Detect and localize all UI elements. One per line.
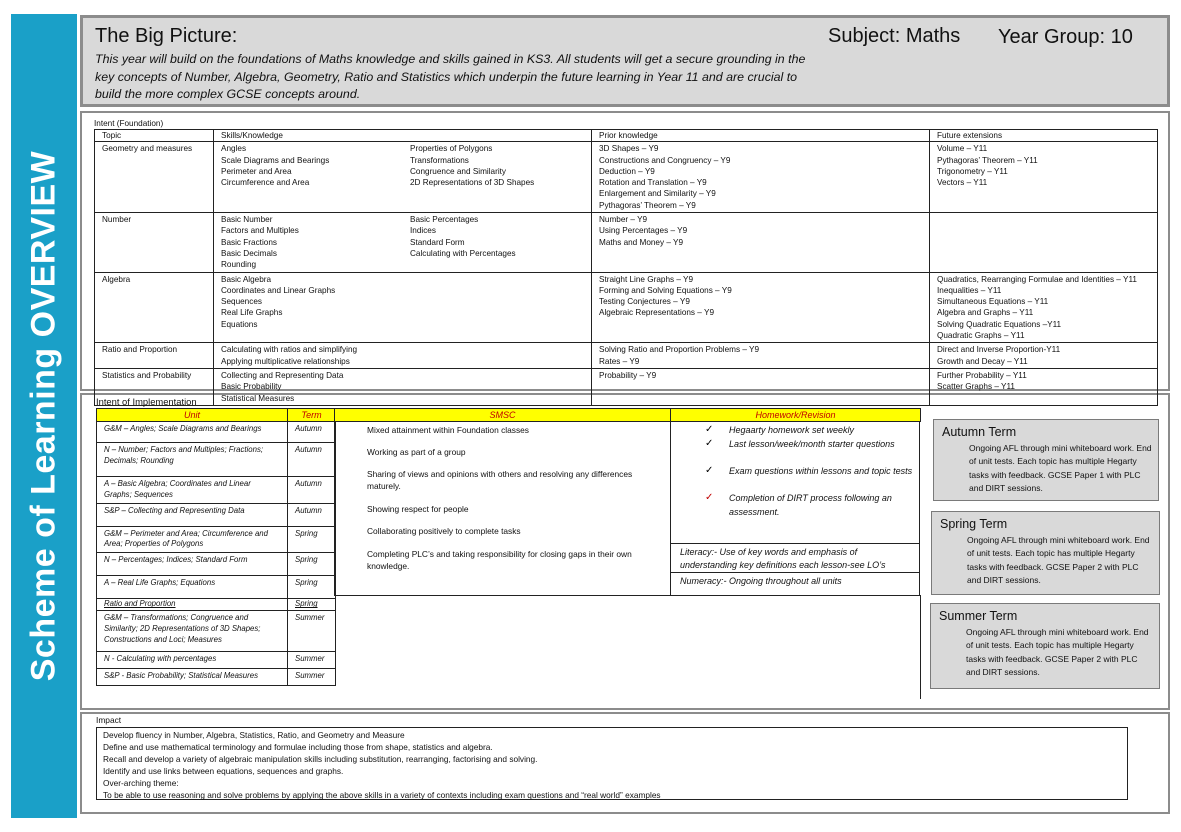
skill-item: Factors and Multiples <box>221 226 299 236</box>
skills-cell <box>214 213 592 272</box>
future-item: Pythagoras’ Theorem – Y11 <box>937 155 1038 165</box>
unit-row <box>97 599 336 611</box>
smsc-item: Showing respect for people <box>367 504 469 514</box>
prior-item: 3D Shapes – Y9 <box>599 144 659 154</box>
skill-item: Circumference and Area <box>221 178 310 188</box>
smsc-item: Sharing of views and opinions with others and resolving any differences maturely. <box>367 469 633 491</box>
skill-item: Angles <box>221 144 247 154</box>
divider <box>920 595 921 699</box>
future-item: Trigonometry – Y11 <box>937 166 1008 176</box>
impact-label: Impact <box>96 715 122 725</box>
topic-cell: Statistics and Probability <box>95 368 214 405</box>
skills-cell <box>214 343 592 369</box>
smsc-item: Collaborating positively to complete tasks <box>367 526 521 536</box>
impact-line: Identify and use links between equations, sequences and graphs. <box>103 766 344 776</box>
unit-cell: Ratio and Proportion <box>97 599 288 611</box>
impact-line: To be able to use reasoning and solve problems by applying the above skills in a variety of contexts including exam questions and “real world” examples <box>103 790 661 800</box>
skills-cell <box>214 142 592 213</box>
skill-item: 2D Representations of 3D Shapes <box>410 178 535 188</box>
homework-item: Last lesson/week/month starter questions <box>729 439 895 449</box>
term-cell: Spring <box>288 576 336 599</box>
skill-item: Perimeter and Area <box>221 166 292 176</box>
homework-item: Exam questions within lessons and topic tests <box>729 466 913 476</box>
prior-item: Number – Y9 <box>599 215 648 225</box>
unit-cell: G&M – Angles; Scale Diagrams and Bearings <box>97 422 288 443</box>
impact-line: Recall and develop a variety of algebraic manipulation skills including substitution, rearranging, factorising and solving. <box>103 754 538 764</box>
skills-cell <box>214 272 592 343</box>
term-description: Ongoing AFL through mini whiteboard work. End of unit tests. Each topic has multiple Hegarty tasks with feedback. GCSE Paper 1 with PLC and DIRT sessions. <box>969 443 1152 493</box>
prior-item: Forming and Solving Equations – Y9 <box>599 285 732 295</box>
future-cell <box>930 368 1158 405</box>
prior-item: Testing Conjectures – Y9 <box>599 297 690 307</box>
future-item: Algebra and Graphs – Y11 <box>937 308 1034 318</box>
unit-cell: N – Percentages; Indices; Standard Form <box>97 553 288 576</box>
future-cell <box>930 213 1158 272</box>
skill-item: Coordinates and Linear Graphs <box>221 285 336 295</box>
intent-row <box>95 368 1158 405</box>
smsc-item: Mixed attainment within Foundation classes <box>367 425 529 435</box>
check-icon: ✓ <box>705 492 714 503</box>
skill-item: Statistical Measures <box>221 393 295 403</box>
unit-row <box>97 422 336 443</box>
prior-cell <box>592 142 930 213</box>
future-item: Simultaneous Equations – Y11 <box>937 297 1049 307</box>
prior-item: Straight Line Graphs – Y9 <box>599 274 694 284</box>
unit-cell: A – Basic Algebra; Coordinates and Linear Graphs; Sequences <box>97 477 288 504</box>
intent-label: Intent (Foundation) <box>94 119 164 128</box>
skill-item: Equations <box>221 319 258 329</box>
prior-item: Rotation and Translation – Y9 <box>599 178 707 188</box>
skills-cell <box>214 368 592 405</box>
impact-box <box>96 727 1128 800</box>
divider <box>670 572 920 573</box>
header-term: Term <box>288 409 336 422</box>
impact-line: Over-arching theme: <box>103 778 179 788</box>
future-item: Inequalities – Y11 <box>937 285 1002 295</box>
unit-row <box>97 651 336 668</box>
year-group-label: Year Group: 10 <box>998 26 1133 48</box>
smsc-item: Working as part of a group <box>367 447 466 457</box>
skill-item: Sequences <box>221 297 262 307</box>
unit-cell: S&P - Basic Probability; Statistical Measures <box>97 668 288 685</box>
skill-item: Applying multiplicative relationships <box>221 356 350 366</box>
future-item: Growth and Decay – Y11 <box>937 356 1028 366</box>
topic-cell: Geometry and measures <box>95 142 214 213</box>
future-item: Vectors – Y11 <box>937 178 988 188</box>
prior-item: Maths and Money – Y9 <box>599 237 684 247</box>
skill-item: Scale Diagrams and Bearings <box>221 155 330 165</box>
unit-cell: S&P – Collecting and Representing Data <box>97 503 288 526</box>
prior-item: Algebraic Representations – Y9 <box>599 308 715 318</box>
term-cell: Summer <box>288 668 336 685</box>
term-cell: Autumn <box>288 422 336 443</box>
sidebar-title: Scheme of Learning OVERVIEW <box>24 150 63 682</box>
skill-item: Basic Number <box>221 215 273 225</box>
skill-item: Properties of Polygons <box>410 144 493 154</box>
header-future: Future extensions <box>930 130 1158 142</box>
prior-item: Probability – Y9 <box>599 370 657 380</box>
impact-line: Develop fluency in Number, Algebra, Statistics, Ratio, and Geometry and Measure <box>103 730 405 740</box>
check-icon: ✓ <box>705 465 714 476</box>
intent-table <box>94 129 1158 406</box>
topic-cell: Algebra <box>95 272 214 343</box>
prior-item: Pythagoras’ Theorem – Y9 <box>599 200 696 210</box>
big-picture-description: This year will build on the foundations of Maths knowledge and skills gained in KS3. All students will get a secure grounding in the key concepts of Number, Algebra, Geometry, Ratio and Statistics which underpin the future learning in Year 11 and are crucial to build the more complex GCSE concepts around. <box>95 52 806 101</box>
future-cell <box>930 343 1158 369</box>
divider <box>670 543 920 544</box>
skill-item: Basic Decimals <box>221 248 277 258</box>
skill-item: Congruence and Similarity <box>410 166 507 176</box>
unit-row <box>97 610 336 651</box>
check-icon: ✓ <box>705 438 714 449</box>
unit-row <box>97 668 336 685</box>
skill-item: Calculating with ratios and simplifying <box>221 345 358 355</box>
skill-item: Indices <box>410 226 436 236</box>
unit-cell: G&M – Perimeter and Area; Circumference and Area; Properties of Polygons <box>97 526 288 553</box>
skill-item: Standard Form <box>410 237 465 247</box>
future-item: Solving Quadratic Equations –Y11 <box>937 319 1062 329</box>
prior-cell <box>592 343 930 369</box>
skill-item: Real Life Graphs <box>221 308 283 318</box>
term-cell: Spring <box>288 526 336 553</box>
term-cell: Autumn <box>288 443 336 477</box>
header-topic: Topic <box>95 130 214 142</box>
prior-item: Deduction – Y9 <box>599 166 655 176</box>
intent-row <box>95 272 1158 343</box>
prior-item: Enlargement and Similarity – Y9 <box>599 189 716 199</box>
skill-item: Calculating with Percentages <box>410 248 516 258</box>
unit-row <box>97 553 336 576</box>
prior-item: Constructions and Congruency – Y9 <box>599 155 731 165</box>
skill-item: Basic Probability <box>221 382 282 392</box>
unit-row <box>97 526 336 553</box>
future-item: Volume – Y11 <box>937 144 988 154</box>
unit-row <box>97 503 336 526</box>
future-cell <box>930 272 1158 343</box>
big-picture-title: The Big Picture: <box>95 25 238 47</box>
unit-cell: N - Calculating with percentages <box>97 651 288 668</box>
homework-item: Hegaarty homework set weekly <box>729 425 855 435</box>
unit-cell: G&M – Transformations; Congruence and Similarity; 2D Representations of 3D Shapes; Constructions and Loci; Measures <box>97 610 288 651</box>
implementation-label: Intent of Implementation <box>96 396 197 407</box>
prior-cell <box>592 272 930 343</box>
literacy-note: Literacy:- Use of key words and emphasis of understanding key definitions each lesson-see LO’s <box>680 547 886 570</box>
subject-label: Subject: Maths <box>828 25 961 47</box>
summer-term-box <box>930 603 1160 689</box>
term-cell: Spring <box>288 599 336 611</box>
intent-row <box>95 213 1158 272</box>
skill-item: Transformations <box>410 155 469 165</box>
topic-cell: Ratio and Proportion <box>95 343 214 369</box>
future-item: Scatter Graphs – Y11 <box>937 382 1015 392</box>
intent-row <box>95 343 1158 369</box>
term-description: Ongoing AFL through mini whiteboard work. End of unit tests. Each topic has multiple Hegarty tasks with feedback. GCSE Paper 2 with PLC and DIRT sessions. <box>966 627 1149 677</box>
prior-item: Using Percentages – Y9 <box>599 226 688 236</box>
skill-item: Basic Algebra <box>221 274 272 284</box>
term-cell: Summer <box>288 651 336 668</box>
term-cell: Spring <box>288 553 336 576</box>
header-prior: Prior knowledge <box>592 130 930 142</box>
skill-item: Basic Percentages <box>410 215 479 225</box>
term-title: Spring Term <box>940 517 1008 531</box>
skill-item: Collecting and Representing Data <box>221 370 344 380</box>
spring-term-box <box>931 511 1160 595</box>
term-cell: Summer <box>288 610 336 651</box>
term-cell: Autumn <box>288 477 336 504</box>
smsc-item: Completing PLC’s and taking responsibility for closing gaps in their own knowledge. <box>367 549 632 571</box>
skill-item: Basic Fractions <box>221 237 277 247</box>
header-homework: Homework/Revision <box>670 408 921 422</box>
prior-cell <box>592 368 930 405</box>
unit-cell: N – Number; Factors and Multiples; Fractions; Decimals; Rounding <box>97 443 288 477</box>
future-item: Quadratics, Rearranging Formulae and Identities – Y11 <box>937 274 1137 284</box>
term-title: Autumn Term <box>942 425 1017 439</box>
prior-item: Solving Ratio and Proportion Problems – Y9 <box>599 345 760 355</box>
topic-cell: Number <box>95 213 214 272</box>
numeracy-note: Numeracy:- Ongoing throughout all units <box>680 576 842 586</box>
future-cell <box>930 142 1158 213</box>
autumn-term-box <box>933 419 1159 501</box>
header-smsc: SMSC <box>334 408 671 422</box>
future-item: Quadratic Graphs – Y11 <box>937 331 1025 341</box>
prior-cell <box>592 213 930 272</box>
term-description: Ongoing AFL through mini whiteboard work. End of unit tests. Each topic has multiple Hegarty tasks with feedback. GCSE Paper 2 with PLC and DIRT sessions. <box>967 535 1150 585</box>
header-unit: Unit <box>97 409 288 422</box>
future-item: Further Probability – Y11 <box>937 370 1027 380</box>
future-item: Direct and Inverse Proportion-Y11 <box>937 345 1061 355</box>
check-icon: ✓ <box>705 424 714 435</box>
unit-row <box>97 477 336 504</box>
homework-item: Completion of DIRT process following an assessment. <box>729 493 892 517</box>
unit-row <box>97 443 336 477</box>
unit-row <box>97 576 336 599</box>
intent-row <box>95 142 1158 213</box>
unit-cell: A – Real Life Graphs; Equations <box>97 576 288 599</box>
header-skills: Skills/Knowledge <box>214 130 592 142</box>
divider <box>334 595 921 596</box>
prior-item: Rates – Y9 <box>599 356 640 366</box>
term-cell: Autumn <box>288 503 336 526</box>
impact-line: Define and use mathematical terminology and formulae including those from shape, statistics and algebra. <box>103 742 493 752</box>
unit-table <box>96 408 336 686</box>
term-title: Summer Term <box>939 609 1018 623</box>
skill-item: Rounding <box>221 260 257 270</box>
big-picture-panel <box>80 15 1170 107</box>
